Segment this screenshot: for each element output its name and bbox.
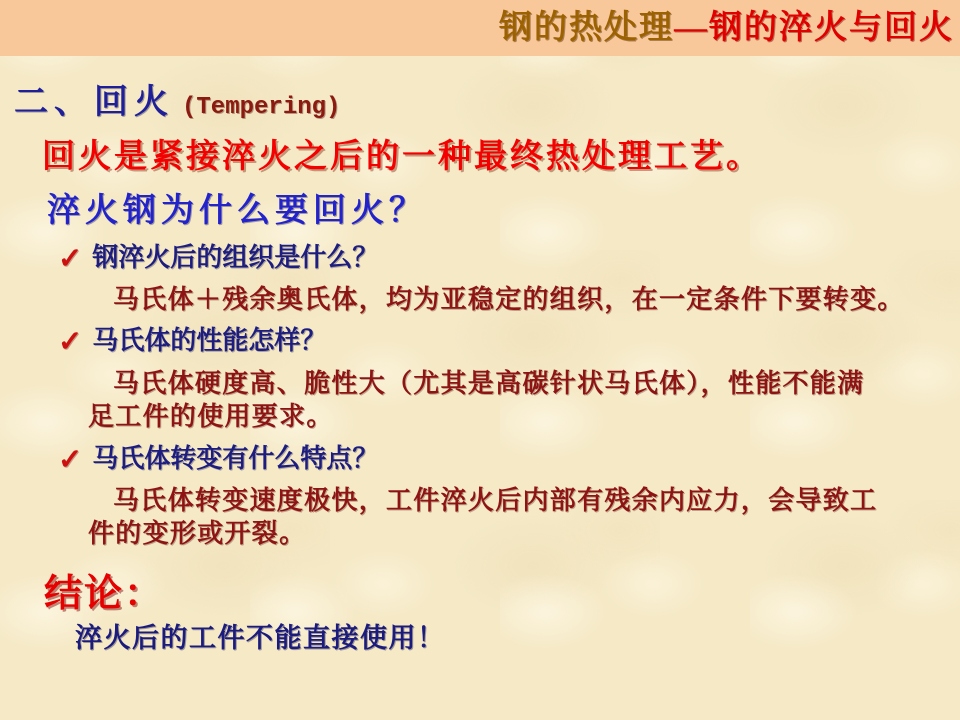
bullet-item-3 [58,438,378,477]
bullet-question-2: 马氏体的性能怎样？ [92,326,327,355]
bullet-question-3: 马氏体转变有什么特点？ [92,444,379,473]
lead-question: 淬火钢为什么要回火？ [47,193,427,229]
slide-header-title [499,0,954,56]
bullet-answer-2-line-2: 足工件的使用要求。 [88,402,334,431]
checkmark-icon: ✓ [58,243,83,275]
bullet-answer-2-line-1: 马氏体硬度高、脆性大（尤其是高碳针状马氏体），性能不能满 [113,369,865,398]
bullet-question-1: 钢淬火后的组织是什么？ [92,243,379,272]
checkmark-icon: ✓ [58,326,83,358]
section-title-english: (Tempering) [182,94,341,121]
header-title-subtopic: —钢的淬火与回火 [674,10,954,46]
conclusion-text: 淬火后的工件不能直接使用！ [75,623,446,653]
slide-header-band [0,0,960,56]
checkmark-icon: ✓ [58,444,83,476]
bullet-item-1 [58,237,378,276]
intro-statement: 回火是紧接淬火之后的一种最终热处理工艺。 [42,139,762,175]
section-title: 二、回火 [14,84,174,121]
section-heading [14,74,340,123]
bullet-answer-1-line-1: 马氏体＋残余奥氏体，均为亚稳定的组织，在一定条件下要转变。 [113,285,905,314]
bullet-answer-3-line-1: 马氏体转变速度极快，工件淬火后内部有残余内应力，会导致工 [113,486,878,515]
conclusion-label: 结论： [44,573,165,615]
bullet-answer-3-line-2: 件的变形或开裂。 [88,519,307,548]
header-title-topic: 钢的热处理 [499,10,674,46]
bullet-item-2 [58,320,326,359]
